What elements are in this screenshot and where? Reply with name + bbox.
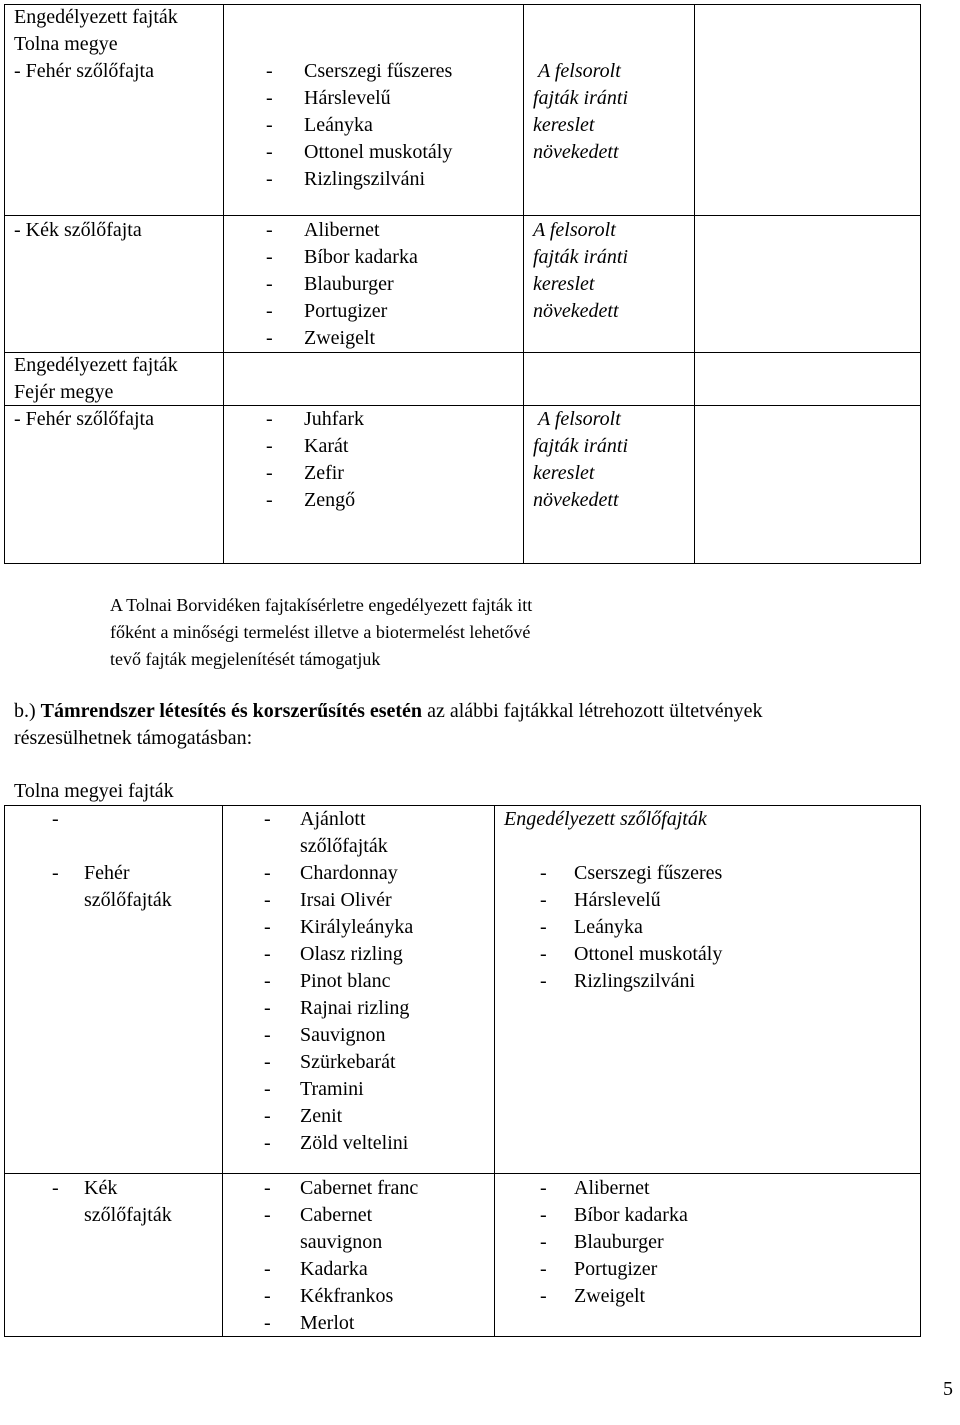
- header-col2: szőlőfajták: [300, 835, 388, 857]
- list-item: - Cserszegi fűszeres: [266, 60, 453, 82]
- note-line: A felsorolt: [538, 60, 621, 82]
- list-item: - Tramini: [264, 1078, 364, 1100]
- list-item: - Portugizer: [266, 300, 388, 322]
- list-item-continued: sauvignon: [300, 1231, 383, 1253]
- group-label: - Kék szőlőfajta: [14, 219, 142, 241]
- list-item: - Zengő: [266, 489, 356, 511]
- note-line: fajták iránti: [533, 435, 628, 457]
- list-item: - Cserszegi fűszeres: [540, 862, 723, 884]
- list-item: - Ottonel muskotály: [266, 141, 453, 163]
- section-header: Engedélyezett fajták: [14, 6, 178, 28]
- header-col2: Ajánlott: [300, 808, 366, 830]
- list-item: - Zenit: [264, 1105, 343, 1127]
- row-label: szőlőfajták: [84, 889, 172, 911]
- section-header: Engedélyezett fajták: [14, 354, 178, 376]
- list-item: - Leányka: [266, 114, 373, 136]
- section-header: Fejér megye: [14, 381, 114, 403]
- list-item: - Merlot: [264, 1312, 355, 1334]
- list-item: - Rizlingszilváni: [266, 168, 426, 190]
- list-item: - Zefir: [266, 462, 344, 484]
- list-item: - Bíbor kadarka: [540, 1204, 688, 1226]
- note-line: A felsorolt: [538, 408, 621, 430]
- note-line: fajták iránti: [533, 246, 628, 268]
- row-label: szőlőfajták: [84, 1204, 172, 1226]
- list-item: - Zweigelt: [266, 327, 376, 349]
- list-item: - Cabernet: [264, 1204, 373, 1226]
- row-dash: -: [52, 862, 59, 884]
- list-item: - Kékfrankos: [264, 1285, 394, 1307]
- list-item: - Hárslevelű: [266, 87, 391, 109]
- row-label: Kék: [84, 1177, 118, 1199]
- paragraph-bold: Támrendszer létesítés és korszerűsítés esetén: [40, 700, 423, 722]
- note-line: növekedett: [533, 489, 619, 511]
- row-dash: -: [52, 1177, 59, 1199]
- list-item: - Rajnai rizling: [264, 997, 410, 1019]
- list-item: - Alibernet: [540, 1177, 650, 1199]
- list-item: - Juhfark: [266, 408, 364, 430]
- page-number: 5: [943, 1378, 953, 1400]
- note-line: fajták iránti: [533, 87, 628, 109]
- note-line: A felsorolt: [533, 219, 616, 241]
- list-item: - Blauburger: [540, 1231, 664, 1253]
- paragraph-line: A Tolnai Borvidéken fajtakísérletre engedélyezett fajták itt: [110, 595, 533, 615]
- header-col2-dash: -: [264, 808, 271, 830]
- note-line: kereslet: [533, 273, 595, 295]
- list-item: - Hárslevelű: [540, 889, 661, 911]
- header-col1: -: [52, 808, 59, 830]
- list-item: - Blauburger: [266, 273, 394, 295]
- list-item: - Irsai Olivér: [264, 889, 392, 911]
- list-item: - Kadarka: [264, 1258, 368, 1280]
- list-item: - Szürkebarát: [264, 1051, 396, 1073]
- list-item: - Sauvignon: [264, 1024, 386, 1046]
- list-item: - Ottonel muskotály: [540, 943, 723, 965]
- paragraph-line: főként a minőségi termelést illetve a biotermelést lehetővé: [110, 622, 531, 642]
- paragraph-rest: az alábbi fajtákkal létrehozott ültetvények: [427, 700, 763, 722]
- list-item: - Pinot blanc: [264, 970, 391, 992]
- note-line: növekedett: [533, 141, 619, 163]
- table-title: Tolna megyei fajták: [14, 780, 174, 802]
- group-label: - Fehér szőlőfajta: [14, 60, 154, 82]
- section-header: Tolna megye: [14, 33, 118, 55]
- note-line: kereslet: [533, 114, 595, 136]
- list-item: - Karát: [266, 435, 349, 457]
- paragraph-line: részesülhetnek támogatásban:: [14, 727, 253, 749]
- list-item: - Cabernet franc: [264, 1177, 419, 1199]
- list-item: - Chardonnay: [264, 862, 398, 884]
- list-item: - Királyleányka: [264, 916, 414, 938]
- list-item: - Bíbor kadarka: [266, 246, 418, 268]
- group-label: - Fehér szőlőfajta: [14, 408, 154, 430]
- list-item: - Zöld veltelini: [264, 1132, 409, 1154]
- note-line: növekedett: [533, 300, 619, 322]
- paragraph-line: tevő fajták megjelenítését támogatjuk: [110, 649, 381, 669]
- list-item: - Alibernet: [266, 219, 380, 241]
- paragraph-line: [14, 698, 762, 725]
- list-item: - Rizlingszilváni: [540, 970, 696, 992]
- paragraph-prefix: b.): [14, 700, 36, 722]
- row-label: Fehér: [84, 862, 130, 884]
- list-item: - Zweigelt: [540, 1285, 646, 1307]
- list-item: - Olasz rizling: [264, 943, 403, 965]
- header-col3: Engedélyezett szőlőfajták: [504, 808, 707, 830]
- list-item: - Portugizer: [540, 1258, 658, 1280]
- list-item: - Leányka: [540, 916, 643, 938]
- note-line: kereslet: [533, 462, 595, 484]
